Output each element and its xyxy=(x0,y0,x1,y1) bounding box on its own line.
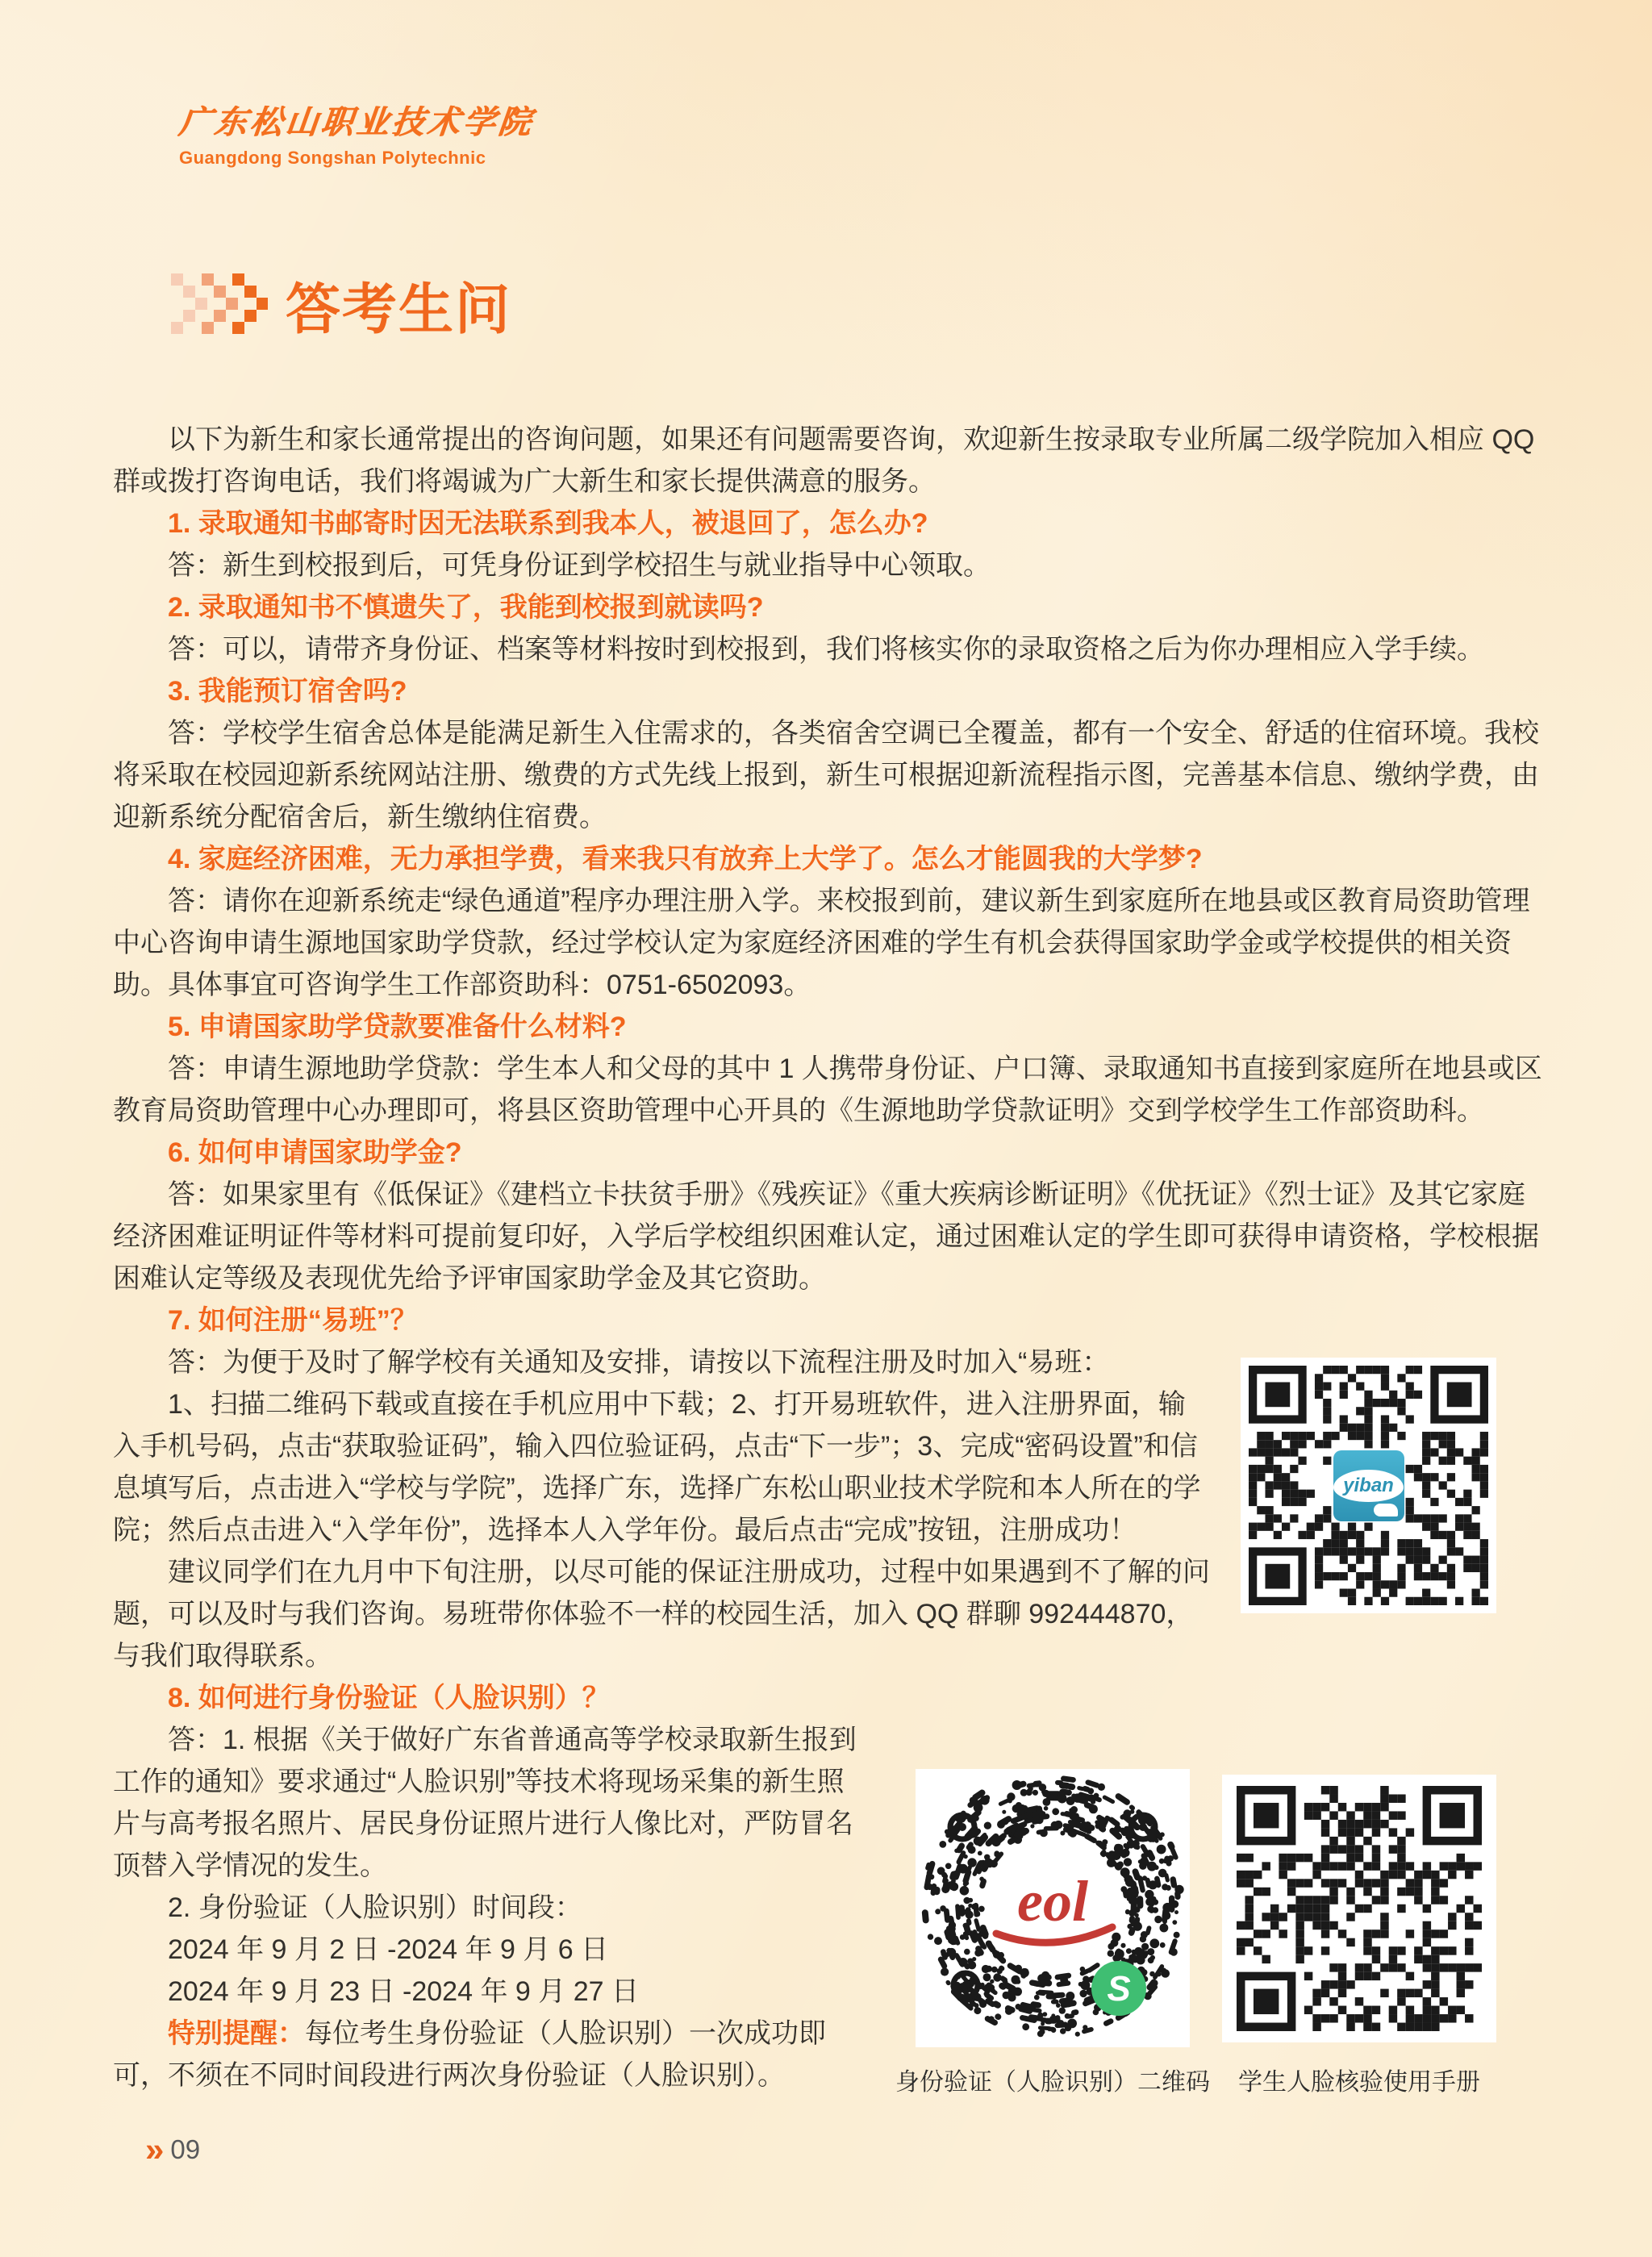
answer-7-advice: 建议同学们在九月中下旬注册，以尽可能的保证注册成功，过程中如果遇到不了解的问题，可以及时与我们咨询。易班带你体验不一样的校园生活，加入 QQ 群聊 992444870，与我们取得联系。 xyxy=(113,1557,1210,1671)
answer-8-paragraph: 答：1. 根据《关于做好广东省普通高等学校录取新生报到工作的通知》要求通过“人脸识别”等技术将现场采集的新生照片与高考报名照片、居民身份证照片进行人像比对，严防冒名顶替入学情况的发生。 xyxy=(113,1725,857,1881)
special-notice xyxy=(113,2013,863,2096)
verification-date-2: 2024 年 9 月 23 日 -2024 年 9 月 27 日 xyxy=(168,1976,639,2007)
question-3: 3. 我能预订宿舍吗? xyxy=(168,676,407,707)
yiban-logo xyxy=(1333,1450,1404,1521)
school-name-en: Guangdong Songshan Polytechnic xyxy=(179,148,486,168)
face-check-manual-qr-label: 学生人脸核验使用手册 xyxy=(1238,2069,1480,2096)
special-notice-text: 每位考生身份验证（人脸识别）一次成功即可，不须在不同时间段进行两次身份验证（人脸识别）。 xyxy=(113,2018,826,2091)
eol-qr-pattern xyxy=(916,1769,1190,2047)
answer-4: 答：请你在迎新系统走“绿色通道”程序办理注册入学。来校报到前，建议新生到家庭所在地县或区教育局资助管理中心咨询申请生源地国家助学贷款，经过学校认定为家庭经济困难的学生有机会获得国家助学金或学校提供的相关资助。具体事宜可咨询学生工作部资助科：0751-6502093。 xyxy=(113,886,1530,1000)
footer-chevron-icon: » xyxy=(145,2130,160,2168)
manual-qr-pattern xyxy=(1233,1786,1485,2031)
section-title-row xyxy=(171,266,511,344)
yiban-qr-code xyxy=(1241,1358,1496,1613)
question-6: 6. 如何申请国家助学金? xyxy=(168,1137,462,1168)
answer-6: 答：如果家里有《低保证》《建档立卡扶贫手册》《残疾证》《重大疾病诊断证明》《优抚证》《烈士证》及其它家庭经济困难证明证件等材料可提前复印好，入学后学校组织困难认定，通过困难认定的学生即可获得申请资格，学校根据困难认定等级及表现优先给予评审国家助学金及其它资助。 xyxy=(113,1179,1539,1294)
answer-2: 答：可以，请带齐身份证、档案等材料按时到校报到，我们将核实你的录取资格之后为你办理相应入学手续。 xyxy=(168,634,1484,665)
intro-paragraph: 以下为新生和家长通常提出的咨询问题，如果还有问题需要咨询，欢迎新生按录取专业所属二级学院加入相应 QQ 群或拨打咨询电话，我们将竭诚为广大新生和家长提供满意的服务。 xyxy=(113,424,1535,497)
answer-3: 答：学校学生宿舍总体是能满足新生入住需求的，各类宿舍空调已全覆盖，都有一个安全、舒适的住宿环境。我校将采取在校园迎新系统网站注册、缴费的方式先线上报到，新生可根据迎新流程指示图，完善基本信息、缴纳学费，由迎新系统分配宿舍后，新生缴纳住宿费。 xyxy=(113,718,1539,832)
pixel-chevrons-icon xyxy=(171,273,268,338)
school-logo xyxy=(179,97,534,169)
face-verification-qr-code xyxy=(916,1769,1190,2047)
page-footer xyxy=(145,2130,201,2168)
question-1: 1. 录取通知书邮寄时因无法联系到我本人，被退回了，怎么办? xyxy=(168,508,928,539)
verification-date-1: 2024 年 9 月 2 日 -2024 年 9 月 6 日 xyxy=(168,1934,609,1965)
page-number: 09 xyxy=(170,2134,201,2164)
face-verification-qr-label: 身份验证（人脸识别）二维码 xyxy=(895,2069,1210,2096)
answer-8-period-title: 2. 身份验证（人脸识别）时间段： xyxy=(168,1892,582,1923)
question-8: 8. 如何进行身份验证（人脸识别）？ xyxy=(168,1683,610,1713)
answer-7-steps: 1、扫描二维码下载或直接在手机应用中下载；2、打开易班软件，进入注册界面，输入手机号码，点击“获取验证码”，输入四位验证码，点击“下一步”；3、完成“密码设置”和信息填写后，点击进入“学校与学院”，选择广东，选择广东松山职业技术学院和本人所在的学院；然后点击进入“入学年份”，选择本人入学年份。最后点击“完成”按钮，注册成功！ xyxy=(113,1389,1201,1546)
question-7: 7. 如何注册“易班”？ xyxy=(168,1305,418,1336)
question-2: 2. 录取通知书不慎遗失了，我能到校报到就读吗? xyxy=(168,592,764,623)
question-4: 4. 家庭经济困难，无力承担学费，看来我只有放弃上大学了。怎么才能圆我的大学梦? xyxy=(168,844,1203,874)
special-notice-label: 特别提醒： xyxy=(168,2018,305,2049)
svg-text:eol: eol xyxy=(1017,1869,1088,1934)
svg-text:S: S xyxy=(1107,1969,1131,2009)
face-check-manual-qr-code xyxy=(1222,1775,1496,2042)
school-name-cn: 广东松山职业技术学院 xyxy=(177,105,536,140)
page-title: 答考生问 xyxy=(286,279,512,340)
answer-5: 答：申请生源地助学贷款：学生本人和父母的其中 1 人携带身份证、户口簿、录取通知书直接到家庭所在地县或区教育局资助管理中心办理即可，将县区资助管理中心开具的《生源地助学贷款证明》交到学校学生工作部资助科。 xyxy=(113,1053,1542,1126)
yiban-logo-text: yiban xyxy=(1333,1470,1404,1502)
answer-7-intro: 答：为便于及时了解学校有关通知及安排，请按以下流程注册及时加入“易班： xyxy=(168,1347,1110,1378)
question-5: 5. 申请国家助学贷款要准备什么材料? xyxy=(168,1012,627,1042)
answer-1: 答：新生到校报到后，可凭身份证到学校招生与就业指导中心领取。 xyxy=(168,550,991,581)
